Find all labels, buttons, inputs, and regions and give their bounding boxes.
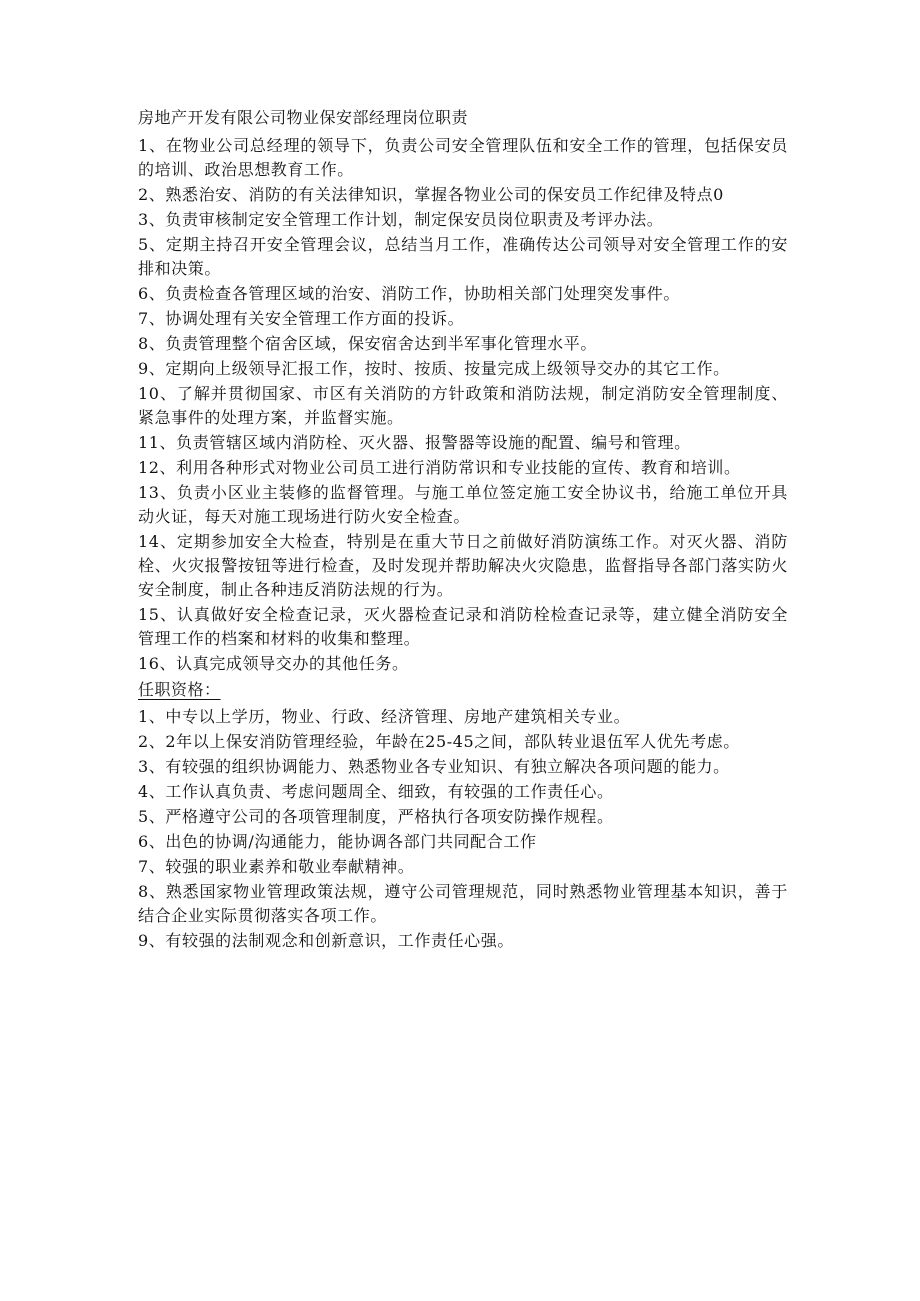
duty-item: 2、熟悉治安、消防的有关法律知识，掌握各物业公司的保安员工作纪律及特点0 bbox=[138, 185, 724, 204]
duty-item: 7、协调处理有关安全管理工作方面的投诉。 bbox=[138, 309, 465, 328]
qualification-item: 8、熟悉国家物业管理政策法规，遵守公司管理规范，同时熟悉物业管理基本知识，善于结合企业实际贯彻落实各项工作。 bbox=[138, 882, 788, 925]
qualification-item: 9、有较强的法制观念和创新意识，工作责任心强。 bbox=[138, 931, 514, 950]
duty-item: 3、负责审核制定安全管理工作计划，制定保安员岗位职责及考评办法。 bbox=[138, 210, 664, 229]
qualification-item: 1、中专以上学历，物业、行政、经济管理、房地产建筑相关专业。 bbox=[138, 707, 631, 726]
qualification-item: 6、出色的协调/沟通能力，能协调各部门共同配合工作 bbox=[138, 832, 537, 851]
duty-item: 5、定期主持召开安全管理会议，总结当月工作，准确传达公司领导对安全管理工作的安排和决策。 bbox=[138, 235, 788, 278]
duty-item: 1、在物业公司总经理的领导下，负责公司安全管理队伍和安全工作的管理，包括保安员的培训、政治思想教育工作。 bbox=[138, 136, 788, 179]
duty-item: 8、负责管理整个宿舍区域，保安宿舍达到半军事化管理水平。 bbox=[138, 334, 597, 353]
duty-item: 16、认真完成领导交办的其他任务。 bbox=[138, 654, 409, 673]
qualification-item: 3、有较强的组织协调能力、熟悉物业各专业知识、有独立解决各项问题的能力。 bbox=[138, 757, 730, 776]
document-title: 房地产开发有限公司物业保安部经理岗位职责 bbox=[138, 108, 469, 127]
duty-item: 9、定期向上级领导汇报工作，按时、按质、按量完成上级领导交办的其它工作。 bbox=[138, 359, 730, 378]
qualification-item: 4、工作认真负责、考虑问题周全、细致，有较强的工作责任心。 bbox=[138, 782, 614, 801]
duty-item: 10、了解并贯彻国家、市区有关消防的方针政策和消防法规，制定消防安全管理制度、紧急事件的处理方案，并监督实施。 bbox=[138, 384, 788, 427]
document-page bbox=[138, 106, 788, 954]
qualification-item: 5、严格遵守公司的各项管理制度，严格执行各项安防操作规程。 bbox=[138, 807, 614, 826]
duty-item: 13、负责小区业主装修的监督管理。与施工单位签定施工安全协议书，给施工单位开具动火证，每天对施工现场进行防火安全检查。 bbox=[138, 483, 788, 526]
qualification-item: 7、较强的职业素养和敬业奉献精神。 bbox=[138, 857, 415, 876]
qualifications-heading-text: 任职资格： bbox=[138, 680, 221, 699]
duty-item: 15、认真做好安全检查记录，灭火器检查记录和消防栓检查记录等，建立健全消防安全管理工作的档案和材料的收集和整理。 bbox=[138, 605, 788, 648]
qualification-item: 2、2年以上保安消防管理经验，年龄在25-45之间，部队转业退伍军人优先考虑。 bbox=[138, 732, 740, 751]
duty-item: 11、负责管辖区域内消防栓、灭火器、报警器等设施的配置、编号和管理。 bbox=[138, 433, 691, 452]
duty-item: 14、定期参加安全大检查，特别是在重大节日之前做好消防演练工作。对灭火器、消防栓、火灾报警按钮等进行检查，及时发现并帮助解决火灾隐患，监督指导各部门落实防火安全制度，制止各种违反消防法规的行为。 bbox=[138, 532, 788, 599]
duties-list bbox=[138, 134, 788, 676]
duty-item: 6、负责检查各管理区域的治安、消防工作，协助相关部门处理突发事件。 bbox=[138, 284, 680, 303]
qualifications-heading bbox=[138, 678, 788, 702]
qualifications-list bbox=[138, 705, 788, 953]
duty-item: 12、利用各种形式对物业公司员工进行消防常识和专业技能的宣传、教育和培训。 bbox=[138, 458, 741, 477]
